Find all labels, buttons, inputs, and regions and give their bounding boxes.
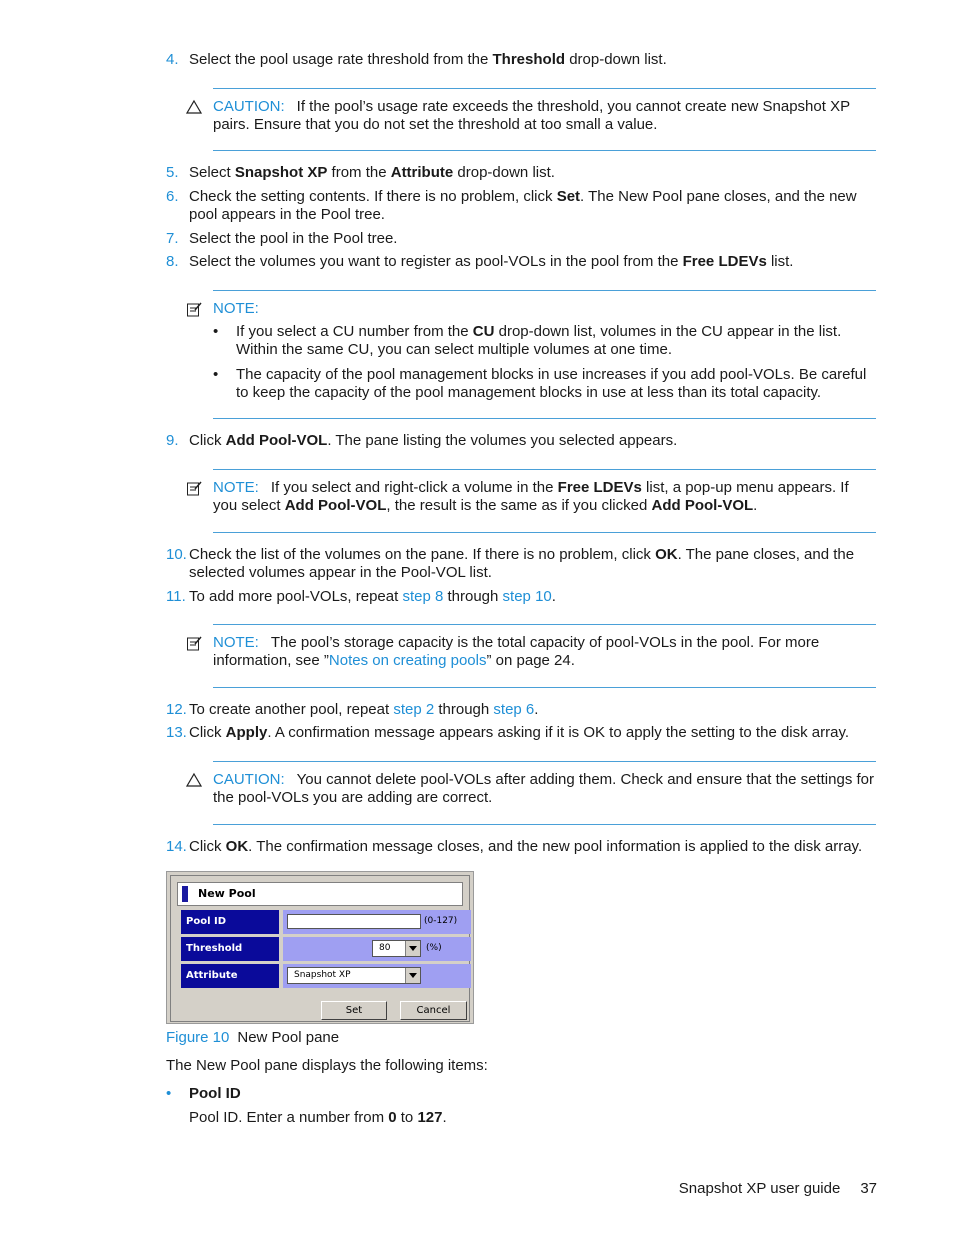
note-bullet xyxy=(213,366,873,402)
pool-id-input[interactable] xyxy=(287,914,421,929)
title-accent xyxy=(182,886,188,902)
note-pencil-icon xyxy=(186,635,202,651)
step-6 xyxy=(166,188,876,224)
ui-term: Add Pool-VOL xyxy=(284,497,387,514)
bullet-dot: • xyxy=(166,1085,172,1102)
figure-number: Figure 10 xyxy=(166,1029,230,1046)
divider xyxy=(213,687,876,688)
note-label: NOTE: xyxy=(213,634,259,651)
divider xyxy=(213,469,876,470)
step-12 xyxy=(166,701,876,719)
chevron-down-icon[interactable] xyxy=(405,941,420,956)
caution-text: If the pool’s usage rate exceeds the threshold, you cannot create new Snapshot XP pairs. Ensure that you do not set the threshold at too small a value. xyxy=(213,98,850,133)
caption-text: New Pool pane xyxy=(237,1029,340,1046)
step-8 xyxy=(166,253,876,271)
item-pool-id xyxy=(166,1085,876,1103)
attribute-value-cell xyxy=(283,964,471,988)
divider xyxy=(213,418,876,419)
divider xyxy=(213,624,876,625)
new-pool-pane-figure xyxy=(166,871,474,1024)
note-text: The pool’s storage capacity is the total capacity of pool-VOLs in the pool. For more information, see ” xyxy=(213,634,820,669)
threshold-unit: (%) xyxy=(426,943,442,953)
step-text: . The pane closes, and the selected volumes appear in the Pool-VOL list. xyxy=(189,546,855,581)
item-pool-id-description xyxy=(166,1109,876,1127)
ui-term: Threshold xyxy=(492,51,566,68)
note-label: NOTE: xyxy=(213,300,259,317)
step-number: 13. xyxy=(166,724,187,741)
step-number: 7. xyxy=(166,230,179,247)
page-footer xyxy=(667,1180,877,1198)
step-text: Check the list of the volumes on the pane. If there is no problem, click xyxy=(189,546,656,563)
step-10 xyxy=(166,546,876,582)
step-link[interactable]: step 6 xyxy=(493,701,535,718)
step-number: 8. xyxy=(166,253,179,270)
attribute-row xyxy=(177,964,469,988)
threshold-label: Threshold xyxy=(181,937,279,961)
ui-term: Apply xyxy=(225,724,268,741)
threshold-select[interactable] xyxy=(372,940,421,957)
step-9 xyxy=(166,432,876,450)
pane-frame xyxy=(170,875,470,1022)
step-text: Click xyxy=(189,838,226,855)
ui-term: Free LDEVs xyxy=(557,479,642,496)
note-label: NOTE: xyxy=(213,479,259,496)
caution-box xyxy=(186,98,876,134)
divider xyxy=(213,88,876,89)
chevron-down-icon[interactable] xyxy=(405,968,420,983)
step-text: drop-down list. xyxy=(565,51,667,68)
item-min-value: 0 xyxy=(388,1109,397,1126)
item-text: Pool ID. Enter a number from xyxy=(189,1109,389,1126)
caution-label: CAUTION: xyxy=(213,771,285,788)
step-text: To add more pool-VOLs, repeat xyxy=(189,588,403,605)
note-box xyxy=(186,300,876,318)
step-13 xyxy=(166,724,876,742)
caution-triangle-icon xyxy=(186,772,202,788)
step-text: through xyxy=(434,701,494,718)
step-14 xyxy=(166,838,876,856)
step-text: . A confirmation message appears asking if it is OK to apply the setting to the disk array. xyxy=(267,724,850,741)
step-number: 6. xyxy=(166,188,179,205)
note-pencil-icon xyxy=(186,480,202,496)
divider xyxy=(213,532,876,533)
step-text: To create another pool, repeat xyxy=(189,701,394,718)
step-text: . xyxy=(551,588,556,605)
step-text: Check the setting contents. If there is no problem, click xyxy=(189,188,557,205)
bullet-dot: • xyxy=(213,366,219,383)
ui-term: Snapshot XP xyxy=(234,164,328,181)
figure-caption xyxy=(166,1029,339,1047)
step-text: . The New Pool pane closes, and the new pool appears in the Pool tree. xyxy=(189,188,857,223)
item-text: . xyxy=(442,1109,447,1126)
step-text: through xyxy=(443,588,503,605)
cancel-button[interactable]: Cancel xyxy=(400,1001,467,1020)
step-number: 10. xyxy=(166,546,187,563)
ui-term: Add Pool-VOL xyxy=(651,497,754,514)
pane-title-bar xyxy=(177,882,463,906)
caution-text: You cannot delete pool-VOLs after adding them. Check and ensure that the settings for the pool-VOLs you are adding are correct. xyxy=(213,771,874,806)
note-bullet xyxy=(213,323,873,359)
ui-term: Add Pool-VOL xyxy=(225,432,328,449)
step-number: 14. xyxy=(166,838,187,855)
item-text: to xyxy=(396,1109,418,1126)
note-text: The capacity of the pool management blocks in use increases if you add pool-VOLs. Be careful to keep the capacity of the pool management blocks in use at less than its total capacity. xyxy=(236,366,867,401)
step-number: 9. xyxy=(166,432,179,449)
step-7 xyxy=(166,230,876,248)
step-text: drop-down list. xyxy=(453,164,555,181)
ui-term: OK xyxy=(655,546,678,563)
ui-term: CU xyxy=(472,323,495,340)
attribute-selected-value: Snapshot XP xyxy=(294,970,351,980)
step-text: Select xyxy=(189,164,235,181)
notes-on-creating-pools-link[interactable]: Notes on creating pools xyxy=(328,652,487,669)
note-box xyxy=(186,479,876,515)
step-link[interactable]: step 2 xyxy=(393,701,435,718)
note-text: drop-down list, volumes in the CU appear in the list. Within the same CU, you can select multiple volumes at one time. xyxy=(236,323,842,358)
bullet-dot: • xyxy=(213,323,219,340)
step-text: Click xyxy=(189,724,226,741)
divider xyxy=(213,150,876,151)
note-text: list, a pop-up menu appears. If you select xyxy=(213,479,849,514)
step-link[interactable]: step 10 xyxy=(502,588,552,605)
pool-id-row xyxy=(177,910,469,934)
step-number: 4. xyxy=(166,51,179,68)
attribute-label: Attribute xyxy=(181,964,279,988)
note-text: If you select and right-click a volume in the xyxy=(270,479,558,496)
step-text: . The pane listing the volumes you selected appears. xyxy=(327,432,678,449)
pane-title: New Pool xyxy=(198,887,256,900)
item-max-value: 127 xyxy=(417,1109,443,1126)
note-text: , the result is the same as if you clicked xyxy=(386,497,652,514)
step-text: Select the volumes you want to register as pool-VOLs in the pool from the xyxy=(189,253,683,270)
caution-label: CAUTION: xyxy=(213,98,285,115)
attribute-select[interactable] xyxy=(287,967,421,984)
note-pencil-icon xyxy=(186,301,202,317)
threshold-row xyxy=(177,937,469,961)
note-text: ” on page 24. xyxy=(486,652,575,669)
step-text: . The confirmation message closes, and the new pool information is applied to the disk array. xyxy=(248,838,863,855)
ui-term: OK xyxy=(225,838,249,855)
step-5 xyxy=(166,164,876,182)
step-number: 12. xyxy=(166,701,187,718)
pool-id-range: (0-127) xyxy=(424,916,458,926)
caution-triangle-icon xyxy=(186,99,202,115)
divider xyxy=(213,761,876,762)
step-text: from the xyxy=(327,164,391,181)
ui-term: Attribute xyxy=(390,164,454,181)
ui-term: Free LDEVs xyxy=(682,253,767,270)
item-title: Pool ID xyxy=(189,1085,241,1102)
threshold-value-cell xyxy=(283,937,471,961)
pool-id-value-cell xyxy=(283,910,471,934)
note-text: . xyxy=(753,497,758,514)
divider xyxy=(213,824,876,825)
step-4 xyxy=(166,51,876,69)
step-text: Select the pool usage rate threshold from the xyxy=(189,51,493,68)
step-text: Select the pool in the Pool tree. xyxy=(189,230,398,247)
ui-term: Set xyxy=(556,188,581,205)
pool-id-label: Pool ID xyxy=(181,910,279,934)
note-text: If you select a CU number from the xyxy=(236,323,473,340)
threshold-selected-value: 80 xyxy=(379,943,391,953)
step-text: . xyxy=(534,701,539,718)
step-number: 11. xyxy=(166,588,186,605)
page-number: 37 xyxy=(860,1180,877,1197)
step-number: 5. xyxy=(166,164,179,181)
step-11 xyxy=(166,588,876,606)
step-text: Click xyxy=(189,432,226,449)
divider xyxy=(213,290,876,291)
step-text: list. xyxy=(766,253,794,270)
footer-guide-title: Snapshot XP user guide xyxy=(678,1180,841,1197)
set-button[interactable]: Set xyxy=(321,1001,387,1020)
step-link[interactable]: step 8 xyxy=(402,588,444,605)
note-box xyxy=(186,634,876,670)
pane-description: The New Pool pane displays the following items: xyxy=(166,1057,488,1074)
caution-box xyxy=(186,771,876,807)
